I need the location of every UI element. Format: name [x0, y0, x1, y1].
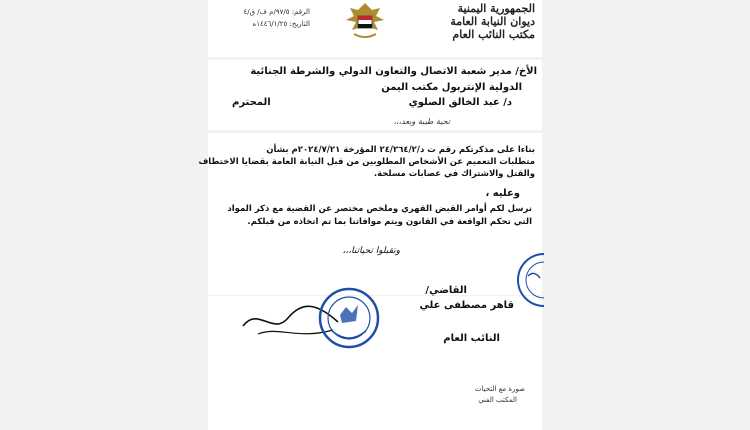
letterhead-office: ديوان النيابة العامة: [450, 15, 535, 28]
reference-date: التاريخ: ١٤٤٦/١/٢٥ه: [252, 20, 310, 28]
body-line-3: والقتل والاشتراك في عصابات مسلحة.: [373, 169, 535, 179]
body-therefore: وعليه ،: [485, 188, 520, 199]
body-line-5: التي تحكم الواقعة في القانون ويتم موافاتنا بما تم اتخاذه من قبلكم.: [247, 217, 532, 227]
letterhead-country: الجمهورية اليمنية: [457, 2, 535, 15]
letterhead-left: [215, 6, 310, 30]
addressee-line-1: الأخ/ مدير شعبة الاتصال والتعاون الدولي والشرطة الجنائية: [250, 66, 537, 77]
body-line-4: نرسل لكم أوامر القبض القهري وملخص مختصر عن القضية مع ذكر المواد: [227, 204, 532, 214]
signatory-label: القاضي/: [425, 285, 467, 296]
footer-office: المكتب الفني: [478, 396, 517, 404]
letterhead-department: مكتب النائب العام: [452, 28, 535, 41]
official-stamp-icon: [318, 287, 380, 349]
body-line-1: بناءا على مذكرتكم رقم ت د/٢٤/٢٦٤/٢ المؤرخة ٢٠٢٤/٧/٢١م بشأن: [266, 145, 535, 155]
addressee-respected: المحترم: [232, 97, 271, 108]
closing-text: وتقبلوا تحياتنا،،،: [342, 246, 400, 256]
body-line-2: متطلبات التعميم عن الأشخاص المطلوبين من قبل النيابة العامة بقضايا الاختطاف: [198, 157, 535, 167]
greeting: تحية طيبة وبعد،،،: [393, 117, 450, 126]
letterhead-right: [450, 2, 535, 41]
addressee-line-2: الدولية الإنتربول مكتب اليمن: [381, 82, 522, 93]
footer-copy-note: صورة مع التحيات: [474, 385, 525, 393]
partial-stamp-icon: [516, 248, 544, 312]
addressee-name: د/ عبد الخالق الصلوي: [408, 97, 512, 108]
signatory-name: قاهر مصطفى علي: [419, 300, 514, 311]
yemen-emblem-icon: [340, 0, 390, 44]
signatory-title: النائب العام: [443, 333, 500, 344]
reference-number: الرقم: ٩٧/٥/م ف/ ق/٤: [243, 8, 310, 16]
